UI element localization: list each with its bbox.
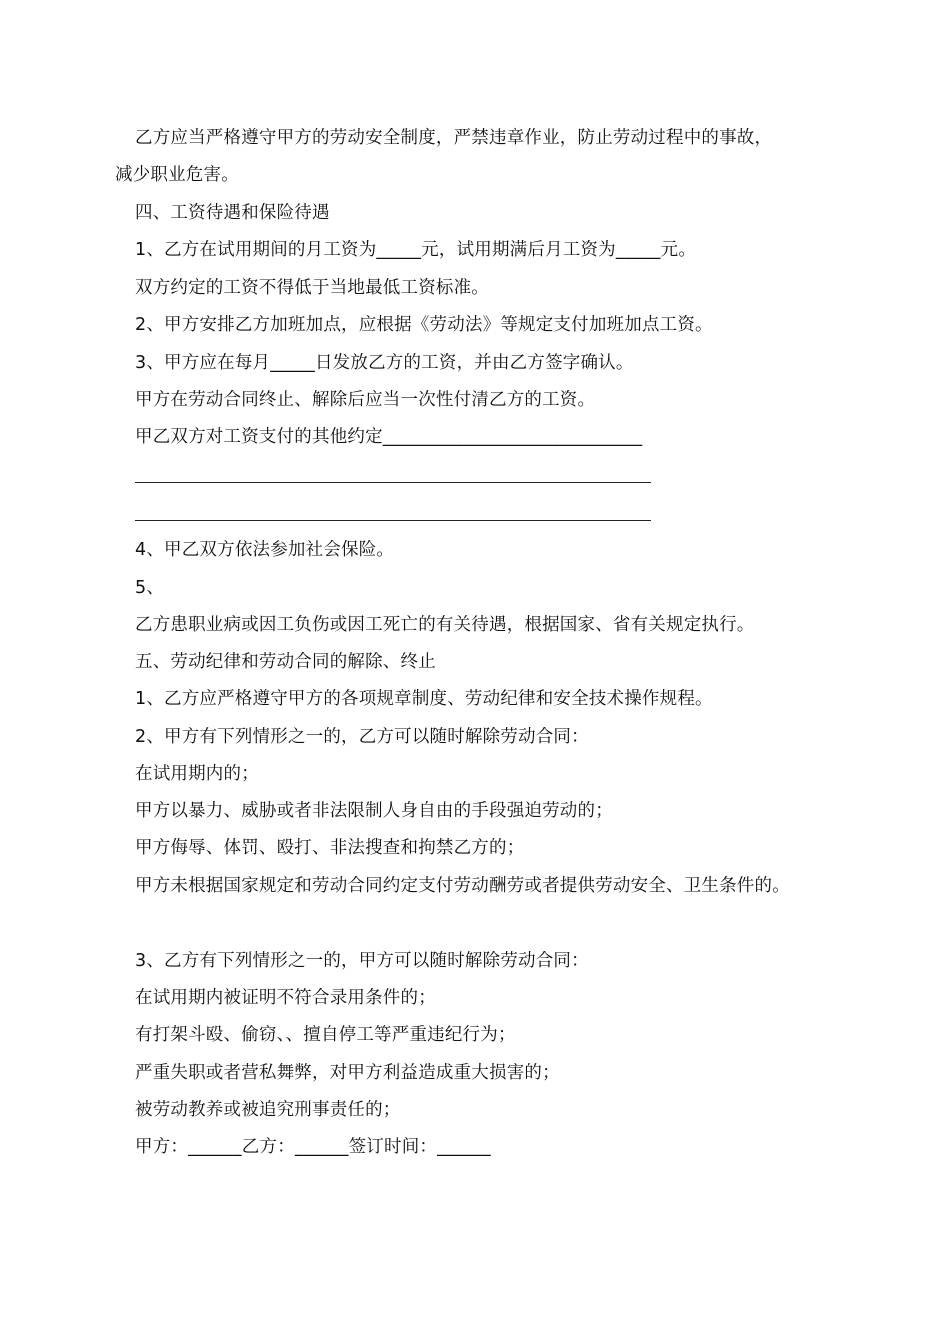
- paragraph-line: 在试用期内的；: [135, 764, 259, 784]
- paragraph-line: 3、乙方有下列情形之一的，甲方可以随时解除劳动合同：: [135, 951, 589, 971]
- paragraph-line: 2、甲方安排乙方加班加点，应根据《劳动法》等规定支付加班加点工资。: [135, 315, 713, 335]
- paragraph-line: 4、甲乙双方依法参加社会保险。: [135, 540, 395, 560]
- paragraph-line: 甲方侮辱、体罚、殴打、非法搜查和拘禁乙方的；: [135, 838, 525, 858]
- blank-fill-line: [135, 481, 651, 483]
- blank-fill-line: [135, 519, 651, 521]
- paragraph-line: 甲方在劳动合同终止、解除后应当一次性付清乙方的工资。: [135, 390, 596, 410]
- paragraph-line: 甲方以暴力、威胁或者非法限制人身自由的手段强迫劳动的；: [135, 801, 613, 821]
- section-heading: 五、劳动纪律和劳动合同的解除、终止: [135, 652, 436, 672]
- paragraph-line: 5、: [135, 578, 165, 598]
- paragraph-line: 甲乙双方对工资支付的其他约定_____________________________: [135, 427, 643, 447]
- signature-line: 甲方：______乙方：______签订时间：______: [135, 1137, 491, 1157]
- paragraph-line: 2、甲方有下列情形之一的，乙方可以随时解除劳动合同：: [135, 727, 589, 747]
- paragraph-line: 双方约定的工资不得低于当地最低工资标准。: [135, 278, 489, 298]
- paragraph-line: 减少职业危害。: [115, 165, 239, 185]
- paragraph-line: 有打架斗殴、偷窃、、擅自停工等严重违纪行为；: [135, 1025, 516, 1045]
- section-heading: 四、工资待遇和保险待遇: [135, 203, 330, 223]
- paragraph-line: 乙方应当严格遵守甲方的劳动安全制度，严禁违章作业，防止劳动过程中的事故，: [135, 128, 773, 148]
- paragraph-line: 甲方未根据国家规定和劳动合同约定支付劳动酬劳或者提供劳动安全、卫生条件的。: [135, 876, 790, 896]
- paragraph-line: 严重失职或者营私舞弊，对甲方利益造成重大损害的；: [135, 1063, 560, 1083]
- paragraph-line: 1、乙方在试用期间的月工资为_____元，试用期满后月工资为_____元。: [135, 240, 697, 260]
- paragraph-line: 在试用期内被证明不符合录用条件的；: [135, 988, 436, 1008]
- paragraph-line: 乙方患职业病或因工负伤或因工死亡的有关待遇，根据国家、省有关规定执行。: [135, 615, 755, 635]
- paragraph-line: 3、甲方应在每月_____日发放乙方的工资，并由乙方签字确认。: [135, 353, 634, 373]
- paragraph-line: 被劳动教养或被追究刑事责任的；: [135, 1100, 401, 1120]
- paragraph-line: 1、乙方应严格遵守甲方的各项规章制度、劳动纪律和安全技术操作规程。: [135, 689, 713, 709]
